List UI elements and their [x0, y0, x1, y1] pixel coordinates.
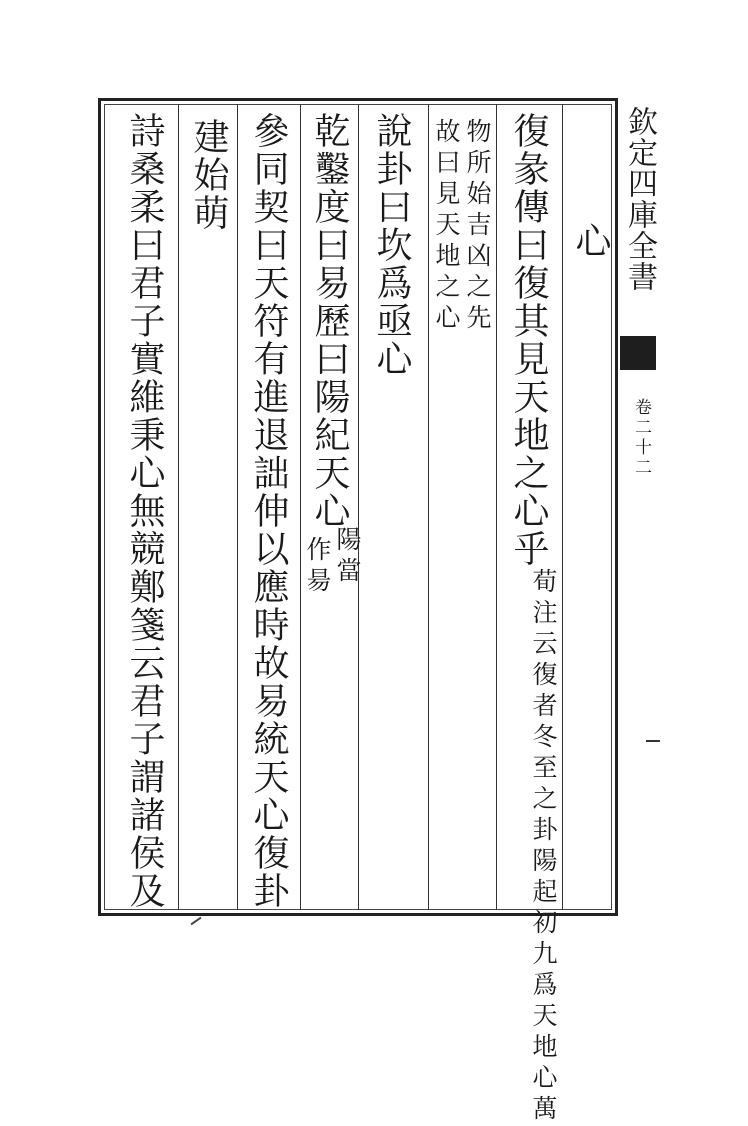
- column-rule: [428, 104, 429, 910]
- note-wu: 物所始吉凶之先: [463, 118, 492, 335]
- column-rule: [496, 104, 497, 910]
- book-title: 欽定四庫全書: [622, 106, 657, 292]
- column-rule: [237, 104, 238, 910]
- column-shuo-gua: 說卦曰坎爲亟心: [371, 112, 412, 378]
- margin-tick: [646, 740, 660, 742]
- column-rule: [358, 104, 359, 910]
- heading-xin: 心: [570, 222, 611, 260]
- note-yang-dang: 陽當: [333, 526, 362, 588]
- note-gu: 故曰見天地之心: [432, 118, 461, 335]
- note-zuo-yang: 作昜: [303, 536, 332, 598]
- column-shi-sang: 詩桑柔曰君子實維秉心無競鄭箋云君子謂諸侯及: [124, 112, 165, 910]
- column-rule: [562, 104, 563, 910]
- volume-number: 卷二十二: [631, 398, 651, 478]
- fishtail-mark: [620, 336, 656, 370]
- column-jian-shi: 建始萌: [188, 118, 229, 232]
- column-rule: [178, 104, 179, 910]
- column-fu-xiang: 復彖傳曰復其見天地之心乎: [508, 112, 549, 568]
- note-fu-right: 荀注云復者冬至之卦陽起初九爲天地心萬: [529, 568, 558, 1126]
- column-can-tong: 參同契曰天符有進退詘伸以應時故易統天心復卦: [248, 112, 289, 910]
- column-rule: [300, 104, 301, 910]
- column-qian-zao: 乾鑿度曰易歷曰陽紀天心: [309, 112, 350, 530]
- ink-mark: [191, 917, 202, 926]
